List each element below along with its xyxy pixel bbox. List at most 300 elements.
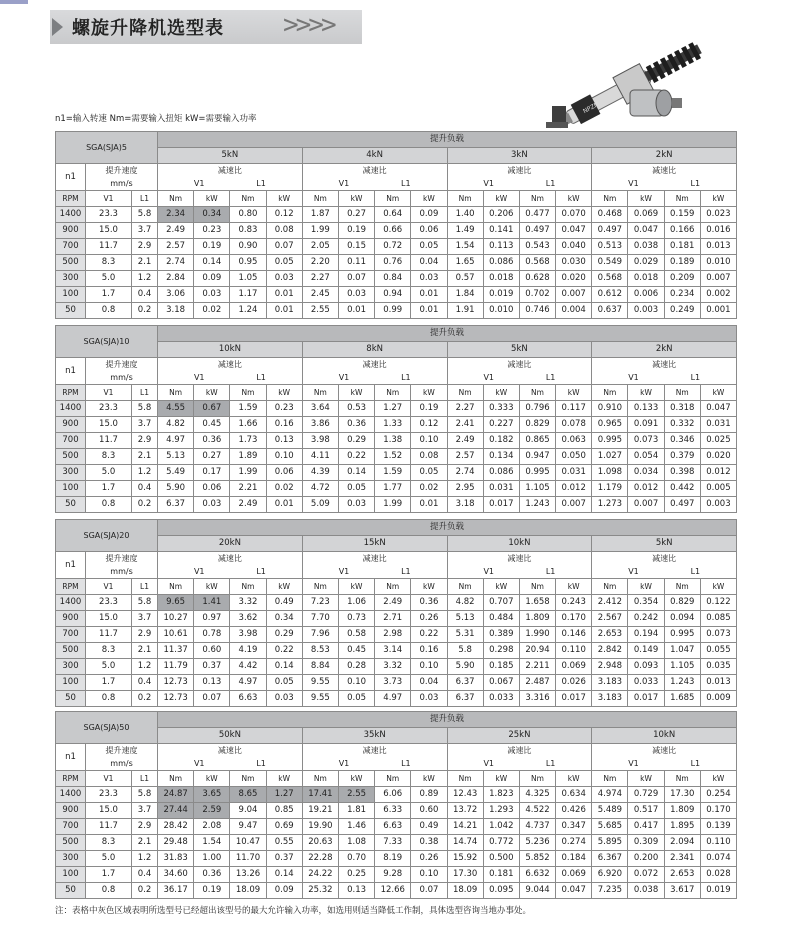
value-cell: 0.003 [700,497,736,513]
value-cell: 0.60 [194,643,230,659]
v1-header: V1 [86,385,132,401]
value-cell: 22.28 [302,851,338,867]
value-cell: 1.66 [230,417,266,433]
value-cell-over-limit: 1.27 [266,787,302,803]
value-cell: 6.37 [447,675,483,691]
value-cell: 0.10 [411,867,447,883]
kw-header: kW [556,191,592,207]
value-cell: 0.06 [194,481,230,497]
value-cell: 0.002 [700,287,736,303]
kw-header: kW [338,771,374,787]
value-cell: 1.59 [375,465,411,481]
value-cell: 0.57 [447,271,483,287]
value-cell: 28.42 [158,819,194,835]
nm-header: Nm [519,771,555,787]
table-row [56,303,737,319]
table-row [56,787,737,803]
value-cell: 1.17 [230,287,266,303]
value-cell: 0.37 [266,851,302,867]
table-row [56,271,737,287]
value-cell: 0.60 [411,803,447,819]
l1-speed-cell: 2.9 [132,239,158,255]
value-cell: 0.07 [266,239,302,255]
value-cell: 0.209 [664,271,700,287]
value-cell: 0.03 [194,497,230,513]
load-header: 15kN [302,536,447,552]
value-cell: 0.047 [628,223,664,239]
value-cell: 3.73 [375,675,411,691]
value-cell: 0.10 [411,433,447,449]
value-cell: 17.30 [447,867,483,883]
value-cell: 0.55 [266,835,302,851]
value-cell: 0.03 [266,691,302,707]
value-cell: 0.086 [483,465,519,481]
value-cell: 2.653 [592,627,628,643]
kw-header: kW [194,771,230,787]
value-cell: 0.19 [338,223,374,239]
value-cell: 5.09 [302,497,338,513]
value-cell: 1.658 [519,595,555,611]
value-cell: 0.66 [375,223,411,239]
value-cell: 2.41 [447,417,483,433]
value-cell-over-limit: 24.87 [158,787,194,803]
value-cell: 0.194 [628,627,664,643]
nm-header: Nm [302,385,338,401]
value-cell: 0.309 [628,835,664,851]
kw-header: kW [266,771,302,787]
reduction-header [592,744,737,771]
value-cell: 0.543 [519,239,555,255]
value-cell: 0.746 [519,303,555,319]
value-cell: 0.637 [592,303,628,319]
value-cell: 0.99 [375,303,411,319]
v1-speed-cell: 0.8 [86,883,132,899]
value-cell: 34.60 [158,867,194,883]
value-cell: 12.73 [158,675,194,691]
value-cell: 0.995 [519,465,555,481]
value-cell: 0.091 [628,417,664,433]
table-row [56,675,737,691]
value-cell: 0.13 [194,675,230,691]
value-cell: 0.14 [266,867,302,883]
value-cell: 0.016 [700,223,736,239]
value-cell: 5.49 [158,465,194,481]
value-cell: 1.243 [519,497,555,513]
value-cell: 0.139 [700,819,736,835]
lift-load-header: 提升负载 [158,326,737,342]
value-cell: 0.10 [266,449,302,465]
kw-header: kW [483,771,519,787]
value-cell: 5.13 [447,611,483,627]
load-header: 2kN [592,342,737,358]
value-cell: 2.27 [302,271,338,287]
nm-header: Nm [664,579,700,595]
v1-speed-cell: 8.3 [86,449,132,465]
value-cell: 0.19 [194,883,230,899]
value-cell: 0.063 [556,433,592,449]
value-cell: 3.64 [302,401,338,417]
value-cell: 0.94 [375,287,411,303]
value-cell: 0.16 [266,417,302,433]
value-cell: 0.15 [338,239,374,255]
reduction-header [447,744,592,771]
value-cell: 0.133 [628,401,664,417]
value-cell: 2.842 [592,643,628,659]
rpm-cell: 50 [56,303,86,319]
value-cell-over-limit: 1.41 [194,595,230,611]
kw-header: kW [194,385,230,401]
value-cell: 4.82 [447,595,483,611]
value-cell: 15.92 [447,851,483,867]
value-cell: 2.567 [592,611,628,627]
value-cell: 0.568 [592,271,628,287]
reduction-header [158,552,303,579]
table-row [56,287,737,303]
value-cell: 0.085 [700,611,736,627]
rpm-cell: 300 [56,851,86,867]
kw-header: kW [266,385,302,401]
value-cell: 0.45 [338,643,374,659]
value-cell: 0.484 [483,611,519,627]
value-cell: 0.568 [519,255,555,271]
value-cell: 0.012 [700,465,736,481]
reduction-header [302,358,447,385]
table-row [56,595,737,611]
nm-header: Nm [158,771,194,787]
value-cell: 0.017 [628,691,664,707]
value-cell: 2.57 [158,239,194,255]
value-cell: 3.18 [158,303,194,319]
value-cell: 0.122 [700,595,736,611]
kw-header: kW [700,191,736,207]
nm-header: Nm [592,771,628,787]
value-cell: 3.18 [447,497,483,513]
value-cell: 1.27 [375,401,411,417]
value-cell: 1.99 [302,223,338,239]
lift-speed-label: 提升速度 [105,746,138,755]
v1-speed-cell: 11.7 [86,239,132,255]
rpm-cell: 1400 [56,787,86,803]
value-cell: 0.27 [194,449,230,465]
value-cell: 4.11 [302,449,338,465]
value-cell: 6.37 [447,691,483,707]
v1-speed-cell: 23.3 [86,207,132,223]
value-cell: 0.013 [700,675,736,691]
value-cell: 0.074 [700,851,736,867]
rpm-cell: 700 [56,819,86,835]
load-header: 10kN [592,728,737,744]
value-cell: 6.63 [375,819,411,835]
value-cell: 4.737 [519,819,555,835]
table-row [56,867,737,883]
value-cell: 14.21 [447,819,483,835]
nm-header: Nm [158,191,194,207]
value-cell: 0.234 [664,287,700,303]
value-cell: 1.24 [230,303,266,319]
value-cell: 0.047 [556,883,592,899]
n1-header: n1 [56,358,86,385]
value-cell: 0.030 [556,255,592,271]
v1-label: V1 [193,373,205,382]
l1-speed-cell: 1.2 [132,465,158,481]
l1-speed-cell: 2.1 [132,449,158,465]
value-cell: 0.772 [483,835,519,851]
reduction-header [302,744,447,771]
rpm-cell: 100 [56,481,86,497]
value-cell: 1.59 [230,401,266,417]
nm-header: Nm [447,191,483,207]
value-cell: 9.28 [375,867,411,883]
l1-label: L1 [401,179,411,188]
nm-header: Nm [519,385,555,401]
value-cell: 6.367 [592,851,628,867]
kw-header: kW [411,579,447,595]
value-cell: 0.038 [628,239,664,255]
value-cell: 6.37 [158,497,194,513]
value-cell: 0.033 [628,675,664,691]
l1-speed-cell: 0.4 [132,867,158,883]
value-cell: 8.84 [302,659,338,675]
value-cell: 2.95 [447,481,483,497]
value-cell: 17.30 [664,787,700,803]
l1-header: L1 [132,191,158,207]
value-cell-over-limit: 2.59 [194,803,230,819]
value-cell: 5.685 [592,819,628,835]
value-cell: 11.79 [158,659,194,675]
value-cell: 0.206 [483,207,519,223]
value-cell: 0.028 [700,867,736,883]
value-cell: 9.55 [302,691,338,707]
value-cell: 0.829 [519,417,555,433]
load-header: 10kN [158,342,303,358]
value-cell: 6.63 [230,691,266,707]
value-cell: 0.796 [519,401,555,417]
table-row [56,481,737,497]
n1-header: n1 [56,164,86,191]
rpm-cell: 500 [56,449,86,465]
table-row [56,417,737,433]
speed-unit: mm/s [110,373,133,382]
l1-header: L1 [132,771,158,787]
reduction-header [158,744,303,771]
value-cell: 0.031 [483,481,519,497]
nm-header: Nm [447,385,483,401]
rpm-cell: 300 [56,271,86,287]
value-cell: 25.32 [302,883,338,899]
value-cell: 2.55 [302,303,338,319]
rpm-header: RPM [56,579,86,595]
kw-header: kW [338,385,374,401]
value-cell: 0.37 [194,659,230,675]
value-cell: 0.346 [664,433,700,449]
value-cell: 0.26 [411,611,447,627]
kw-header: kW [628,191,664,207]
rpm-cell: 700 [56,433,86,449]
v1-header: V1 [86,191,132,207]
value-cell: 2.412 [592,595,628,611]
load-header: 5kN [158,148,303,164]
value-cell: 0.159 [664,207,700,223]
value-cell: 0.274 [556,835,592,851]
value-cell: 3.98 [302,433,338,449]
value-cell: 0.45 [194,417,230,433]
l1-header: L1 [132,385,158,401]
l1-label: L1 [256,759,266,768]
value-cell: 0.073 [628,433,664,449]
value-cell: 2.45 [302,287,338,303]
load-header: 10kN [447,536,592,552]
title-bullet-icon [52,18,63,36]
value-cell: 0.04 [411,675,447,691]
l1-speed-cell: 3.7 [132,223,158,239]
value-cell: 1.99 [230,465,266,481]
l1-label: L1 [690,759,701,768]
l1-label: L1 [256,179,266,188]
table-row [56,433,737,449]
table-row [56,835,737,851]
rpm-cell: 1400 [56,401,86,417]
kw-header: kW [411,385,447,401]
nm-header: Nm [592,385,628,401]
kw-header: kW [194,191,230,207]
value-cell: 1.293 [483,803,519,819]
value-cell: 0.019 [700,883,736,899]
value-cell: 0.29 [338,433,374,449]
speed-unit: mm/s [110,567,133,576]
value-cell: 0.38 [411,835,447,851]
nm-header: Nm [230,191,266,207]
lift-load-header: 提升负载 [158,712,737,728]
value-cell: 0.249 [664,303,700,319]
value-cell: 5.489 [592,803,628,819]
kw-header: kW [628,385,664,401]
l1-speed-cell: 2.9 [132,433,158,449]
value-cell: 14.74 [447,835,483,851]
value-cell: 6.06 [375,787,411,803]
reduction-label: 减速比 [507,166,532,175]
rpm-cell: 300 [56,465,86,481]
table-row [56,819,737,835]
value-cell: 0.03 [194,287,230,303]
rpm-cell: 900 [56,223,86,239]
l1-speed-cell: 2.1 [132,643,158,659]
value-cell: 0.27 [338,207,374,223]
value-cell: 1.84 [447,287,483,303]
value-cell: 0.12 [266,207,302,223]
value-cell: 0.073 [700,627,736,643]
product-badge: NPZM [581,100,601,116]
value-cell: 0.10 [411,659,447,675]
value-cell: 0.01 [266,287,302,303]
value-cell: 2.08 [194,819,230,835]
value-cell: 0.227 [483,417,519,433]
value-cell: 0.035 [700,659,736,675]
value-cell: 0.01 [411,497,447,513]
value-cell: 1.73 [230,433,266,449]
kw-header: kW [700,385,736,401]
l1-speed-cell: 1.2 [132,271,158,287]
rpm-cell: 50 [56,691,86,707]
value-cell: 0.34 [266,611,302,627]
rpm-cell: 50 [56,883,86,899]
v1-label: V1 [483,567,494,576]
reduction-label: 减速比 [217,166,242,175]
value-cell: 1.027 [592,449,628,465]
reduction-header [447,552,592,579]
load-header: 3kN [447,148,592,164]
nm-header: Nm [375,579,411,595]
value-cell: 0.018 [483,271,519,287]
kw-header: kW [556,385,592,401]
value-cell: 0.23 [194,223,230,239]
value-cell: 0.001 [700,303,736,319]
value-cell: 0.995 [592,433,628,449]
l1-speed-cell: 0.2 [132,691,158,707]
value-cell: 0.07 [338,271,374,287]
value-cell: 0.13 [266,433,302,449]
value-cell: 0.03 [411,691,447,707]
value-cell: 0.05 [338,481,374,497]
legend-text: n1=输入转速 Nm=需要输入扭矩 kW=需要输入功率 [55,114,257,124]
table-row [56,401,737,417]
value-cell: 0.012 [628,481,664,497]
lift-speed-header [86,744,158,771]
table-row [56,851,737,867]
kw-header: kW [628,579,664,595]
value-cell: 0.14 [266,659,302,675]
l1-speed-cell: 5.8 [132,787,158,803]
value-cell: 0.023 [700,207,736,223]
l1-speed-cell: 3.7 [132,803,158,819]
kw-header: kW [266,579,302,595]
speed-unit: mm/s [110,759,133,768]
table-row [56,449,737,465]
value-cell: 0.612 [592,287,628,303]
value-cell: 0.184 [556,851,592,867]
value-cell: 1.685 [664,691,700,707]
kw-header: kW [194,579,230,595]
l1-label: L1 [690,567,701,576]
nm-header: Nm [230,771,266,787]
reduction-label: 减速比 [217,746,242,755]
lift-speed-header [86,552,158,579]
table-row [56,643,737,659]
value-cell: 2.74 [447,465,483,481]
value-cell: 2.49 [230,497,266,513]
value-cell: 11.70 [230,851,266,867]
value-cell: 4.82 [158,417,194,433]
value-cell: 0.026 [556,675,592,691]
value-cell: 1.65 [447,255,483,271]
value-cell: 0.020 [556,271,592,287]
value-cell: 0.185 [483,659,519,675]
value-cell: 29.48 [158,835,194,851]
value-cell: 5.90 [447,659,483,675]
rpm-cell: 700 [56,627,86,643]
value-cell: 0.23 [266,401,302,417]
value-cell: 6.33 [375,803,411,819]
value-cell: 0.02 [266,481,302,497]
value-cell: 2.49 [447,433,483,449]
value-cell: 0.26 [411,851,447,867]
value-cell: 0.182 [483,433,519,449]
value-cell-over-limit: 17.41 [302,787,338,803]
value-cell: 0.829 [664,595,700,611]
lift-speed-header [86,164,158,191]
nm-header: Nm [302,771,338,787]
v1-label: V1 [338,373,350,382]
l1-label: L1 [690,179,701,188]
